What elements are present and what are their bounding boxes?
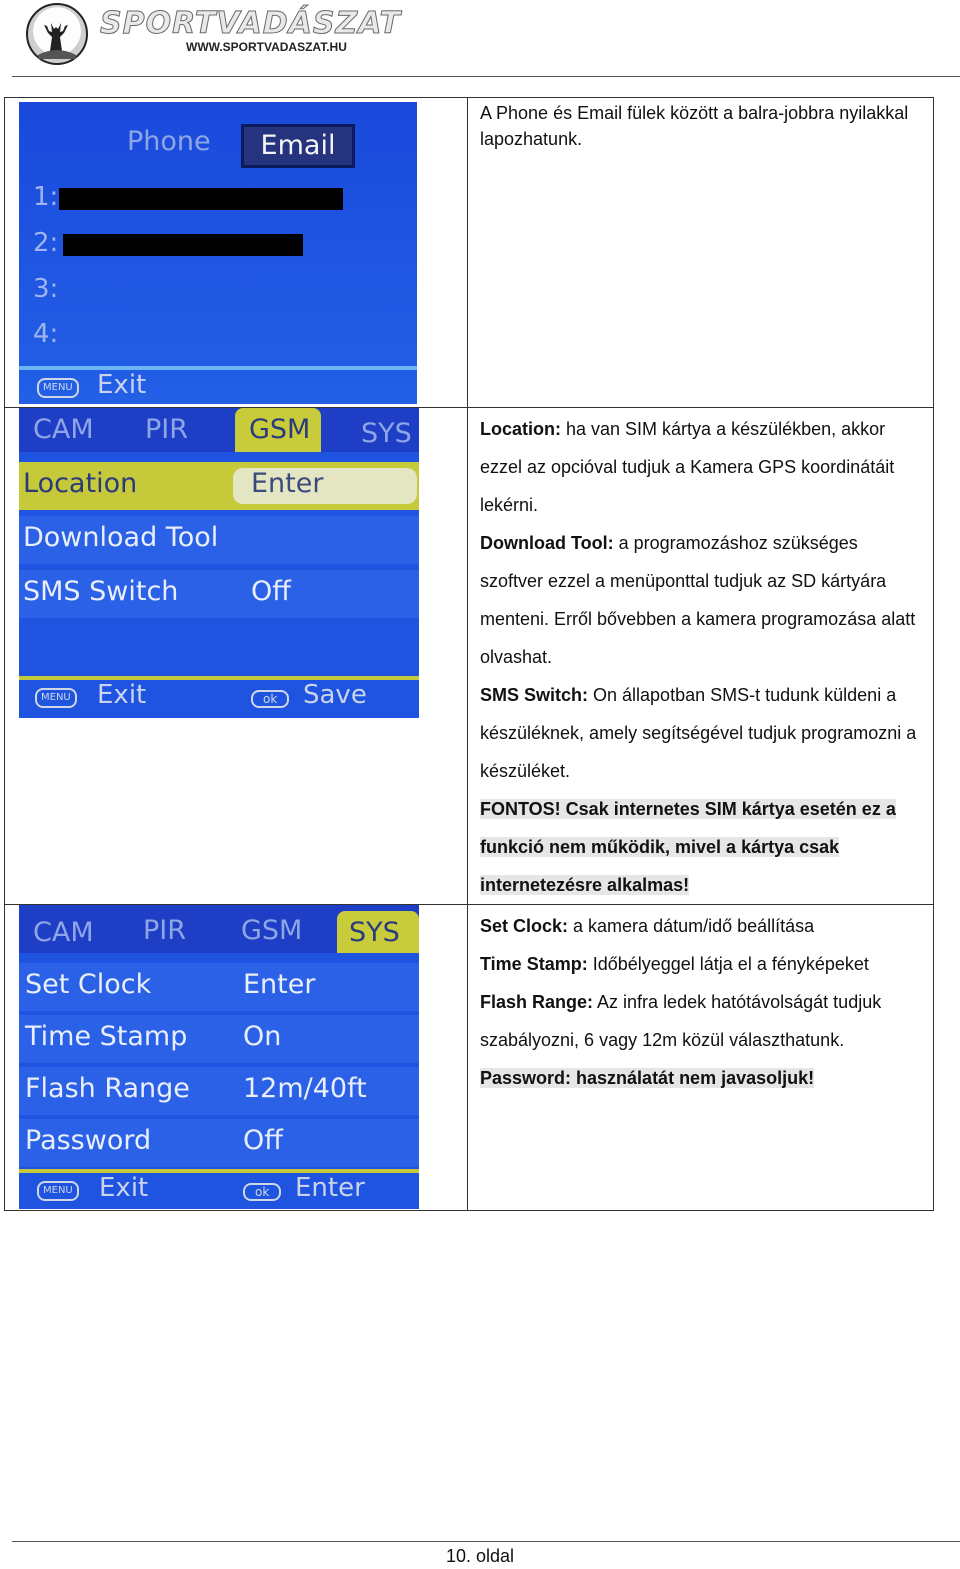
slot-1-label: 1: <box>33 182 59 212</box>
exit-label: Exit <box>99 1173 149 1203</box>
table-row <box>5 98 934 408</box>
menu-row-set-clock <box>19 963 419 1011</box>
menu-value: Enter <box>251 468 324 499</box>
tab-phone: Phone <box>127 126 211 157</box>
menu-value: Off <box>243 1125 283 1156</box>
page-number: 10. oldal <box>445 1546 515 1566</box>
tab-email <box>241 124 355 168</box>
save-label: Save <box>303 680 367 710</box>
text-cell <box>468 408 934 905</box>
location-paragraph: Location: ha van SIM kártya a készülékben, akkor ezzel az opcióval tudjuk a Kamera GPS koordinátáit lekérni. <box>480 419 895 515</box>
ok-button-icon: ok <box>251 690 289 708</box>
tab-sys: SYS <box>361 418 412 449</box>
warning-paragraph: FONTOS! Csak internetes SIM kártya esetén ez a funkció nem működik, mivel a kártya csak internetezésre alkalmas! <box>480 799 896 895</box>
menu-label: Time Stamp <box>25 1021 188 1052</box>
tab-cam: CAM <box>33 917 94 948</box>
menu-value: On <box>243 1021 282 1052</box>
menu-button-icon: MENU <box>37 1181 79 1201</box>
menu-label: Location <box>23 468 138 499</box>
set-clock-paragraph: Set Clock: a kamera dátum/idő beállítása <box>480 916 815 936</box>
menu-label: Set Clock <box>25 969 152 1000</box>
slot-4-label: 4: <box>33 319 59 349</box>
tab-cam: CAM <box>33 414 94 445</box>
menu-row-location <box>19 462 419 510</box>
table-row <box>5 905 934 1211</box>
redaction-bar <box>59 188 343 210</box>
footer-divider <box>12 1541 960 1542</box>
menu-button-icon: MENU <box>37 378 79 398</box>
menu-row-download-tool <box>19 516 419 564</box>
slot-2-label: 2: <box>33 228 59 258</box>
exit-label: Exit <box>97 370 147 400</box>
image-cell <box>5 905 468 1211</box>
password-paragraph: Password: használatát nem javasoljuk! <box>480 1068 815 1088</box>
tab-gsm: GSM <box>249 414 311 445</box>
menu-row-flash-range <box>19 1067 419 1115</box>
page-header <box>0 0 960 80</box>
tab-pir: PIR <box>145 414 189 445</box>
flash-range-paragraph: Flash Range: Az infra ledek hatótávolságát tudjuk szabályozni, 6 vagy 12m közül választhatunk. <box>480 992 882 1050</box>
tab-gsm: GSM <box>241 915 303 946</box>
menu-row-time-stamp <box>19 1015 419 1063</box>
menu-value: 12m/40ft <box>243 1073 367 1104</box>
image-cell <box>5 408 468 905</box>
menu-value: Off <box>251 576 291 607</box>
header-divider <box>12 76 960 77</box>
menu-label: SMS Switch <box>23 576 179 607</box>
menu-label: Password <box>25 1125 152 1156</box>
menu-label: Download Tool <box>23 522 219 553</box>
screen-divider <box>19 366 417 370</box>
logo-title: SPORTVADÁSZAT <box>100 6 402 41</box>
enter-label: Enter <box>295 1173 365 1203</box>
menu-value: Enter <box>243 969 316 1000</box>
menu-label: Flash Range <box>25 1073 190 1104</box>
menu-row-password <box>19 1119 419 1167</box>
redaction-bar <box>63 234 303 256</box>
image-cell <box>5 98 468 408</box>
exit-label: Exit <box>97 680 147 710</box>
sys-description <box>480 907 923 1097</box>
tab-sys: SYS <box>349 917 400 948</box>
time-stamp-paragraph: Time Stamp: Időbélyeggel látja el a fényképeket <box>480 954 869 974</box>
content-table <box>4 97 934 1211</box>
ok-button-icon: ok <box>243 1183 281 1201</box>
phone-email-screen <box>19 102 417 404</box>
table-row <box>5 408 934 905</box>
text-cell <box>468 905 934 1211</box>
tab-pir: PIR <box>143 915 187 946</box>
deer-logo-icon <box>26 3 88 65</box>
menu-row-sms-switch <box>19 570 419 618</box>
gsm-description <box>480 410 923 904</box>
sys-menu-screen <box>19 905 419 1209</box>
tab-email-label: Email <box>260 130 336 161</box>
download-tool-paragraph: Download Tool: a programozáshoz szükséges szoftver ezzel a menüponttal tudjuk az SD kártyára menteni. Erről bővebben a kamera programozása alatt olvashat. <box>480 533 916 667</box>
phone-email-description: A Phone és Email fülek között a balra-jobbra nyilakkal lapozhatunk. <box>480 103 909 149</box>
slot-3-label: 3: <box>33 274 59 304</box>
menu-button-icon: MENU <box>35 688 77 708</box>
sms-switch-paragraph: SMS Switch: On állapotban SMS-t tudunk küldeni a készüléknek, amely segítségével tudjuk programozni a készüléket. <box>480 685 917 781</box>
gsm-menu-screen <box>19 408 419 718</box>
logo-url: WWW.SPORTVADASZAT.HU <box>186 40 347 54</box>
text-cell <box>468 98 934 408</box>
